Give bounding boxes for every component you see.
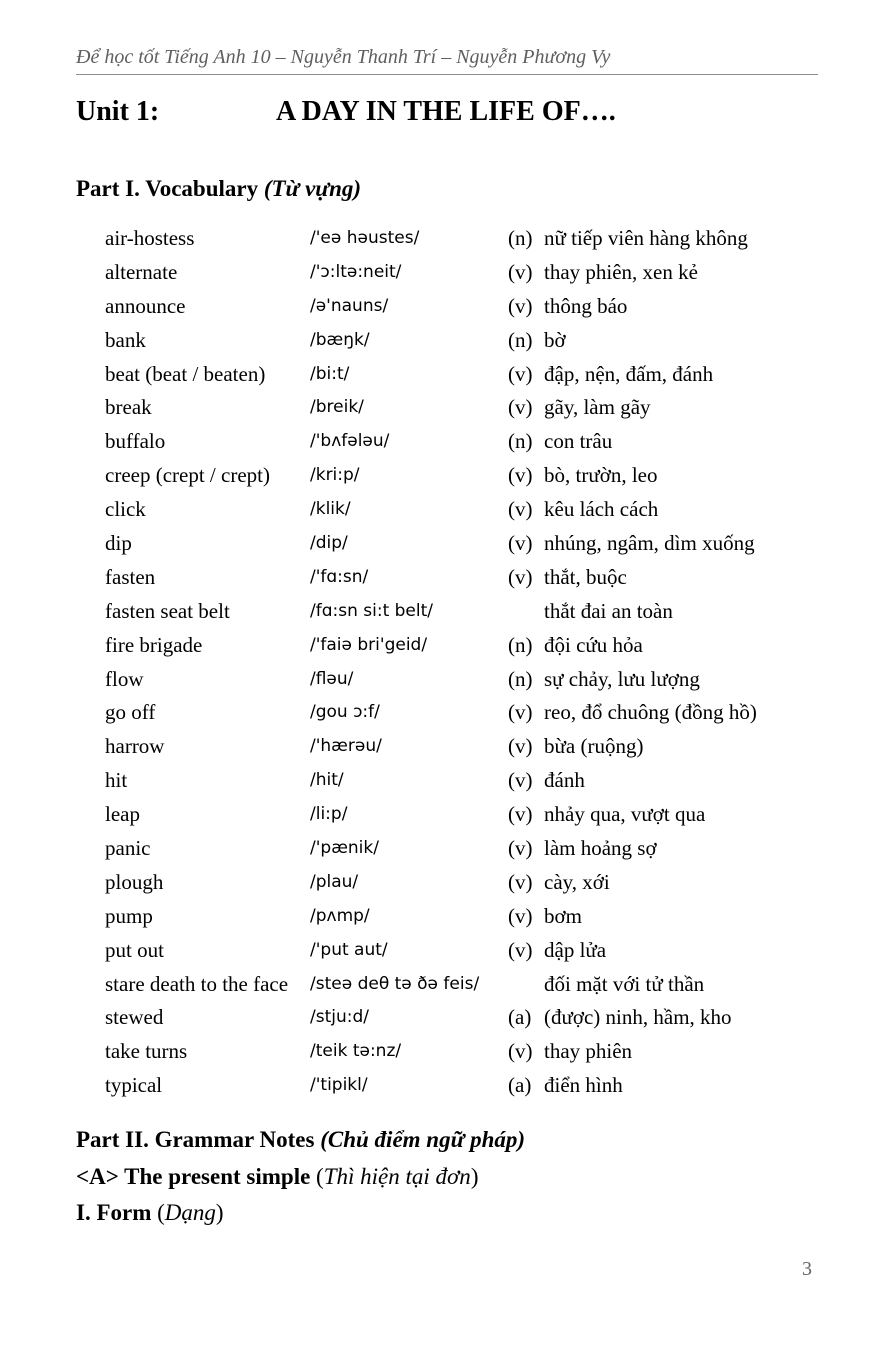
vocab-meaning-cell xyxy=(508,1039,632,1064)
vocab-part-of-speech: (v) xyxy=(508,903,533,928)
vocab-ipa: /'tipikl/ xyxy=(310,1075,368,1096)
vocab-meaning: thông báo xyxy=(544,293,628,318)
vocab-part-of-speech: (a) xyxy=(508,1073,532,1098)
vocab-part-of-speech: (v) xyxy=(508,497,533,522)
vocab-word: flow xyxy=(105,666,144,691)
section-a-open: ( xyxy=(316,1164,324,1189)
vocab-meaning: đội cứu hỏa xyxy=(544,632,643,657)
vocab-row xyxy=(105,836,805,870)
vocab-word: typical xyxy=(105,1073,163,1098)
vocab-row xyxy=(105,395,805,429)
vocab-part-of-speech: (v) xyxy=(508,293,533,318)
vocab-meaning-cell xyxy=(508,463,657,488)
vocab-part-of-speech: (n) xyxy=(508,632,533,657)
vocab-row xyxy=(105,599,805,633)
vocab-meaning: (được) ninh, hầm, kho xyxy=(544,1005,732,1030)
unit-label: Unit 1: xyxy=(76,96,160,127)
vocab-word: alternate xyxy=(105,259,178,284)
vocab-row xyxy=(105,328,805,362)
vocab-meaning: gãy, làm gãy xyxy=(544,395,651,420)
vocab-ipa: /plau/ xyxy=(310,871,359,892)
vocab-row xyxy=(105,226,805,260)
part2-title: Part II. Grammar Notes xyxy=(76,1127,315,1152)
header-divider xyxy=(76,74,818,75)
vocab-meaning-cell xyxy=(508,633,643,658)
vocab-ipa: /'fɑ:sn/ xyxy=(310,566,369,587)
vocab-ipa: /gou ɔ:f/ xyxy=(310,702,380,723)
vocab-ipa: /teik tə:nz/ xyxy=(310,1041,402,1062)
vocab-row xyxy=(105,497,805,531)
vocab-row xyxy=(105,700,805,734)
vocab-ipa: /hit/ xyxy=(310,770,344,791)
vocab-ipa: /'ɔ:ltə:neit/ xyxy=(310,261,402,282)
vocab-row xyxy=(105,1005,805,1039)
vocab-meaning-cell xyxy=(508,938,606,963)
vocab-meaning: con trâu xyxy=(544,429,613,454)
vocab-word: harrow xyxy=(105,734,165,759)
vocab-meaning-cell xyxy=(508,904,582,929)
vocab-meaning: điển hình xyxy=(544,1073,623,1098)
vocab-word: leap xyxy=(105,802,140,827)
vocab-row xyxy=(105,1039,805,1073)
vocab-part-of-speech: (v) xyxy=(508,802,533,827)
vocab-word: air-hostess xyxy=(105,226,195,250)
vocab-meaning-cell xyxy=(508,565,627,590)
vocab-meaning: bơm xyxy=(544,903,582,928)
part1-heading xyxy=(76,176,361,202)
vocab-part-of-speech: (v) xyxy=(508,564,533,589)
form-heading xyxy=(76,1200,224,1226)
vocab-meaning-cell xyxy=(508,802,705,827)
vocab-ipa: /breik/ xyxy=(310,397,364,418)
vocabulary-list xyxy=(105,226,805,1107)
vocab-meaning-cell xyxy=(508,294,627,319)
vocab-meaning: cày, xới xyxy=(544,869,610,894)
vocab-part-of-speech: (n) xyxy=(508,666,533,691)
vocab-word: plough xyxy=(105,869,164,894)
vocab-meaning: nhảy qua, vượt qua xyxy=(544,802,706,827)
vocab-ipa: /fləu/ xyxy=(310,668,354,689)
vocab-word: fire brigade xyxy=(105,632,203,657)
vocab-part-of-speech: (n) xyxy=(508,226,533,250)
vocab-row xyxy=(105,362,805,396)
vocab-meaning: đập, nện, đấm, đánh xyxy=(544,361,714,386)
vocab-word: dip xyxy=(105,531,132,556)
vocab-row xyxy=(105,972,805,1006)
vocab-word: pump xyxy=(105,903,153,928)
vocab-meaning-cell xyxy=(508,599,673,624)
part2-heading xyxy=(76,1127,525,1153)
vocab-row xyxy=(105,768,805,802)
form-subtitle: Dạng xyxy=(164,1200,216,1225)
section-a-title: <A> The present simple xyxy=(76,1164,311,1189)
vocab-word: buffalo xyxy=(105,429,166,454)
vocab-part-of-speech: (v) xyxy=(508,361,533,386)
vocab-part-of-speech: (v) xyxy=(508,531,533,556)
vocab-row xyxy=(105,531,805,565)
vocab-meaning: bừa (ruộng) xyxy=(544,734,644,759)
vocab-word: beat (beat / beaten) xyxy=(105,361,266,386)
vocab-ipa: /'faiə bri'geid/ xyxy=(310,634,428,655)
vocab-part-of-speech: (v) xyxy=(508,836,533,861)
vocab-word: creep (crept / crept) xyxy=(105,463,270,488)
vocab-row xyxy=(105,1073,805,1107)
vocab-meaning-cell xyxy=(508,362,713,387)
vocab-ipa: /'eə həustes/ xyxy=(310,228,420,248)
vocab-meaning: đánh xyxy=(544,768,585,793)
section-a-subtitle: Thì hiện tại đơn xyxy=(323,1164,471,1189)
vocab-meaning-cell xyxy=(508,226,748,251)
vocab-word: fasten seat belt xyxy=(105,598,230,623)
vocab-ipa: /ə'nauns/ xyxy=(310,295,389,316)
vocab-meaning: nữ tiếp viên hàng không xyxy=(544,226,748,250)
vocab-meaning: dập lửa xyxy=(544,937,607,962)
vocab-part-of-speech: (v) xyxy=(508,768,533,793)
vocab-meaning-cell xyxy=(508,260,698,285)
vocab-word: panic xyxy=(105,836,151,861)
vocab-row xyxy=(105,565,805,599)
vocab-ipa: /'pænik/ xyxy=(310,838,379,859)
page-number: 3 xyxy=(802,1258,812,1280)
vocab-meaning: thay phiên, xen kẻ xyxy=(544,259,698,284)
vocab-row xyxy=(105,938,805,972)
vocab-meaning-cell xyxy=(508,1005,732,1030)
vocab-part-of-speech: (v) xyxy=(508,1039,533,1064)
vocab-word: go off xyxy=(105,700,156,725)
vocab-word: bank xyxy=(105,327,146,352)
vocab-ipa: /'bʌfələu/ xyxy=(310,431,390,452)
part1-title: Part I. Vocabulary xyxy=(76,176,259,201)
vocab-ipa: /bæŋk/ xyxy=(310,329,370,350)
form-close: ) xyxy=(215,1200,224,1225)
vocab-meaning-cell xyxy=(508,1073,623,1098)
vocab-meaning: nhúng, ngâm, dìm xuống xyxy=(544,531,755,556)
unit-title: A DAY IN THE LIFE OF…. xyxy=(276,96,616,127)
vocab-meaning-cell xyxy=(508,700,757,725)
form-open: ( xyxy=(157,1200,165,1225)
vocab-word: put out xyxy=(105,937,164,962)
form-title: I. Form xyxy=(76,1200,152,1225)
vocab-word: break xyxy=(105,395,152,420)
vocab-ipa: /li:p/ xyxy=(310,804,348,825)
vocab-meaning-cell xyxy=(508,395,651,420)
vocab-row xyxy=(105,633,805,667)
vocab-word: click xyxy=(105,497,146,522)
part1-subtitle: (Từ vựng) xyxy=(263,176,362,201)
vocab-ipa: /'put aut/ xyxy=(310,939,388,960)
vocab-meaning: bò, trườn, leo xyxy=(544,463,658,488)
vocab-row xyxy=(105,870,805,904)
vocab-word: hit xyxy=(105,768,128,793)
vocab-row xyxy=(105,294,805,328)
vocab-meaning-cell xyxy=(508,531,755,556)
vocab-meaning-cell xyxy=(508,667,700,692)
vocab-meaning-cell xyxy=(508,768,585,793)
vocab-word: fasten xyxy=(105,564,156,589)
vocab-ipa: /pʌmp/ xyxy=(310,905,370,926)
vocab-ipa: /klik/ xyxy=(310,499,351,520)
vocab-part-of-speech: (a) xyxy=(508,1005,532,1030)
vocab-part-of-speech: (v) xyxy=(508,463,533,488)
vocab-ipa: /bi:t/ xyxy=(310,363,350,384)
vocab-part-of-speech: (v) xyxy=(508,395,533,420)
vocab-meaning: kêu lách cách xyxy=(544,497,659,522)
vocab-ipa: /fɑ:sn si:t belt/ xyxy=(310,600,434,621)
vocab-ipa: /dip/ xyxy=(310,533,348,554)
vocab-meaning-cell xyxy=(508,497,658,522)
vocab-part-of-speech: (n) xyxy=(508,327,533,352)
vocab-word: take turns xyxy=(105,1039,188,1064)
vocab-meaning: sự chảy, lưu lượng xyxy=(544,666,700,691)
vocab-row xyxy=(105,904,805,938)
vocab-meaning-cell xyxy=(508,870,610,895)
vocab-meaning-cell xyxy=(508,836,657,861)
vocab-row xyxy=(105,667,805,701)
vocab-part-of-speech: (v) xyxy=(508,700,533,725)
unit-heading xyxy=(76,96,616,128)
vocab-ipa: /kri:p/ xyxy=(310,465,360,486)
vocab-row xyxy=(105,463,805,497)
vocab-part-of-speech: (v) xyxy=(508,869,533,894)
vocab-meaning: reo, đổ chuông (đồng hồ) xyxy=(544,700,757,725)
vocab-ipa: /steə deθ tə ðə feis/ xyxy=(310,973,480,994)
vocab-meaning: thay phiên xyxy=(544,1039,633,1064)
vocab-meaning: thắt, buộc xyxy=(544,564,627,589)
section-a-heading xyxy=(76,1164,478,1190)
vocab-row xyxy=(105,429,805,463)
vocab-word: announce xyxy=(105,293,186,318)
vocab-meaning-cell xyxy=(508,972,704,997)
running-header: Để học tốt Tiếng Anh 10 – Nguyễn Thanh Trí – Nguyễn Phương Vy xyxy=(76,46,611,68)
vocab-row xyxy=(105,260,805,294)
vocab-row xyxy=(105,734,805,768)
vocab-row xyxy=(105,802,805,836)
vocab-part-of-speech: (v) xyxy=(508,734,533,759)
vocab-part-of-speech: (n) xyxy=(508,429,533,454)
part2-subtitle: (Chủ điểm ngữ pháp) xyxy=(320,1127,526,1152)
vocab-meaning: đối mặt với tử thần xyxy=(544,971,705,996)
vocab-ipa: /'hærəu/ xyxy=(310,736,382,757)
vocab-meaning: làm hoảng sợ xyxy=(544,836,657,861)
section-a-close: ) xyxy=(470,1164,479,1189)
vocab-meaning: thắt đai an toàn xyxy=(544,598,673,623)
vocab-part-of-speech: (v) xyxy=(508,937,533,962)
vocab-meaning-cell xyxy=(508,429,612,454)
vocab-word: stewed xyxy=(105,1005,164,1030)
vocab-word: stare death to the face xyxy=(105,971,289,996)
vocab-part-of-speech: (v) xyxy=(508,259,533,284)
vocab-ipa: /stju:d/ xyxy=(310,1007,369,1028)
vocab-meaning: bờ xyxy=(544,327,566,352)
vocab-meaning-cell xyxy=(508,734,643,759)
vocab-meaning-cell xyxy=(508,328,566,353)
